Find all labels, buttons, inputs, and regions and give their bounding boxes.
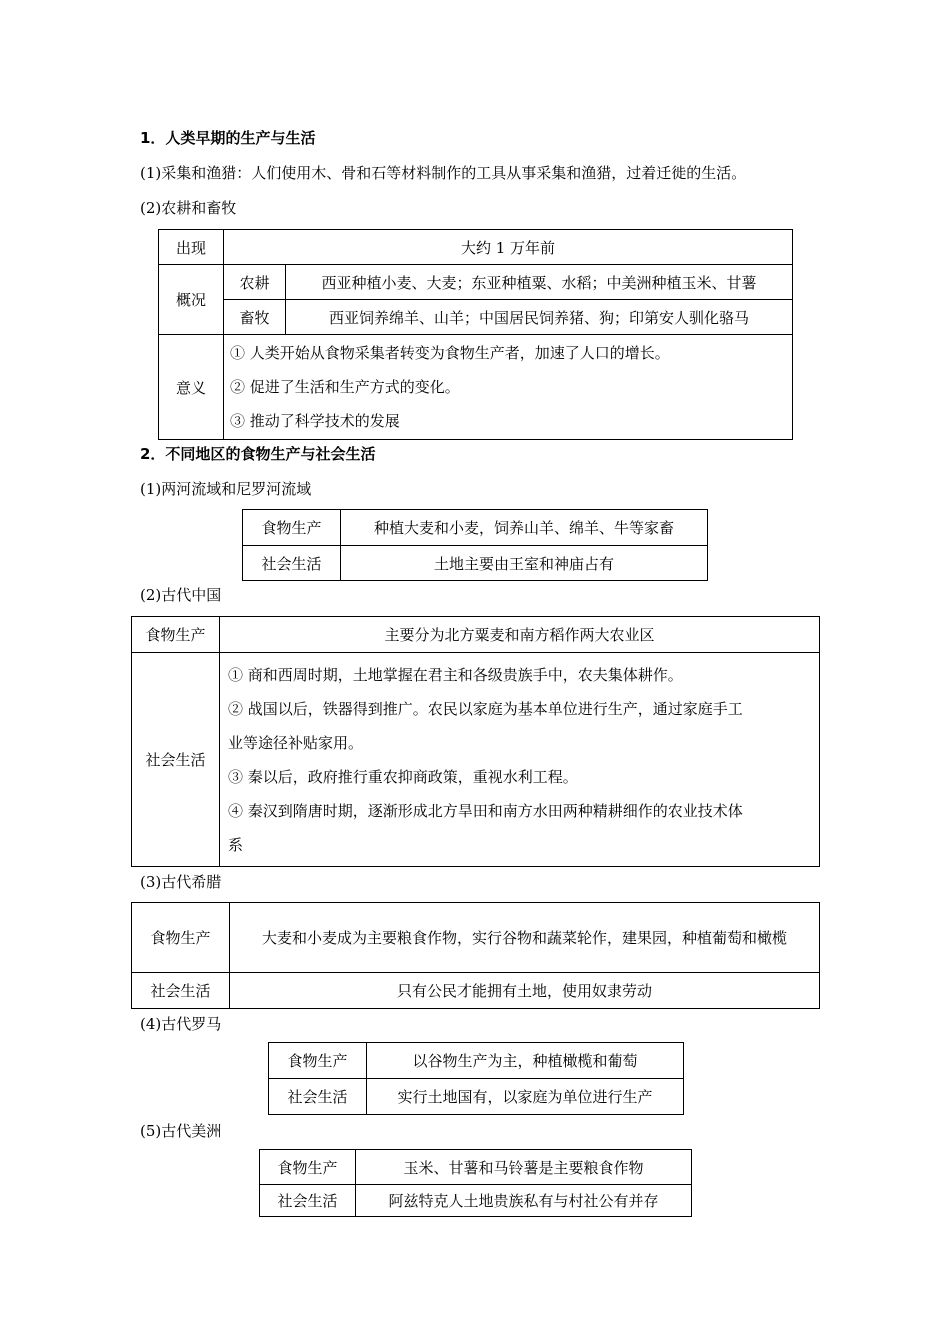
food-label: 食物生产 (269, 1043, 367, 1079)
social-item: ① 商和西周时期，土地掌握在君主和各级贵族手中，农夫集体耕作。 (228, 665, 683, 684)
greece-heading: (3)古代希腊 (140, 873, 222, 891)
appear-label: 出现 (159, 230, 224, 265)
social-value: 只有公民才能拥有土地，使用奴隶劳动 (230, 973, 820, 1009)
social-item: 业等途径补贴家用。 (228, 733, 364, 752)
mesopotamia-table (242, 509, 708, 581)
food-value: 玉米、甘薯和马铃薯是主要粮食作物 (356, 1150, 692, 1185)
section-1-title: 1．人类早期的生产与生活 (140, 129, 316, 147)
overview-label: 概况 (159, 265, 224, 335)
appear-value: 大约 1 万年前 (224, 230, 793, 265)
greece-table (131, 902, 820, 1009)
rome-heading: (4)古代罗马 (140, 1015, 222, 1033)
food-value: 以谷物生产为主，种植橄榄和葡萄 (367, 1043, 684, 1079)
social-label: 社会生活 (269, 1079, 367, 1115)
meaning-item: ② 促进了生活和生产方式的变化。 (230, 378, 460, 396)
food-value: 大麦和小麦成为主要粮食作物，实行谷物和蔬菜轮作，建果园，种植葡萄和橄榄 (230, 903, 820, 973)
social-item: ③ 秦以后，政府推行重农抑商政策，重视水利工程。 (228, 767, 578, 786)
social-item: 系 (228, 835, 244, 854)
meaning-list (224, 335, 793, 440)
social-item: ② 战国以后，铁器得到推广。农民以家庭为基本单位进行生产，通过家庭手工 (228, 699, 743, 718)
section-2-title: 2．不同地区的食物生产与社会生活 (140, 445, 376, 463)
food-label: 食物生产 (243, 510, 341, 546)
social-item: ④ 秦汉到隋唐时期，逐渐形成北方旱田和南方水田两种精耕细作的农业技术体 (228, 801, 743, 820)
americas-table (259, 1149, 692, 1217)
social-value: 阿兹特克人土地贵族私有与村社公有并存 (356, 1185, 692, 1217)
china-heading: (2)古代中国 (140, 586, 222, 604)
meaning-label: 意义 (159, 335, 224, 440)
americas-heading: (5)古代美洲 (140, 1122, 222, 1140)
early-life-table (158, 229, 793, 440)
social-label: 社会生活 (132, 653, 220, 867)
farming-value: 西亚种植小麦、大麦；东亚种植粟、水稻；中美洲种植玉米、甘薯 (286, 265, 793, 300)
herding-label: 畜牧 (224, 300, 286, 335)
social-value: 土地主要由王室和神庙占有 (341, 546, 708, 581)
social-label: 社会生活 (132, 973, 230, 1009)
social-list (220, 653, 820, 867)
herding-value: 西亚饲养绵羊、山羊；中国居民饲养猪、狗；印第安人驯化骆马 (286, 300, 793, 335)
rome-table (268, 1042, 684, 1115)
farming-label: 农耕 (224, 265, 286, 300)
farming-herding-heading: (2)农耕和畜牧 (140, 199, 237, 217)
social-value: 实行土地国有，以家庭为单位进行生产 (367, 1079, 684, 1115)
food-value: 种植大麦和小麦，饲养山羊、绵羊、牛等家畜 (341, 510, 708, 546)
food-label: 食物生产 (260, 1150, 356, 1185)
social-label: 社会生活 (260, 1185, 356, 1217)
food-label: 食物生产 (132, 617, 220, 653)
food-label: 食物生产 (132, 903, 230, 973)
hunting-gathering-text: (1)采集和渔猎：人们使用木、骨和石等材料制作的工具从事采集和渔猎，过着迁徙的生活。 (140, 164, 747, 182)
social-label: 社会生活 (243, 546, 341, 581)
food-value: 主要分为北方粟麦和南方稻作两大农业区 (220, 617, 820, 653)
china-table (131, 616, 820, 867)
meaning-item: ③ 推动了科学技术的发展 (230, 412, 400, 430)
meaning-item: ① 人类开始从食物采集者转变为食物生产者，加速了人口的增长。 (230, 344, 670, 362)
mesopotamia-heading: (1)两河流域和尼罗河流域 (140, 480, 312, 498)
